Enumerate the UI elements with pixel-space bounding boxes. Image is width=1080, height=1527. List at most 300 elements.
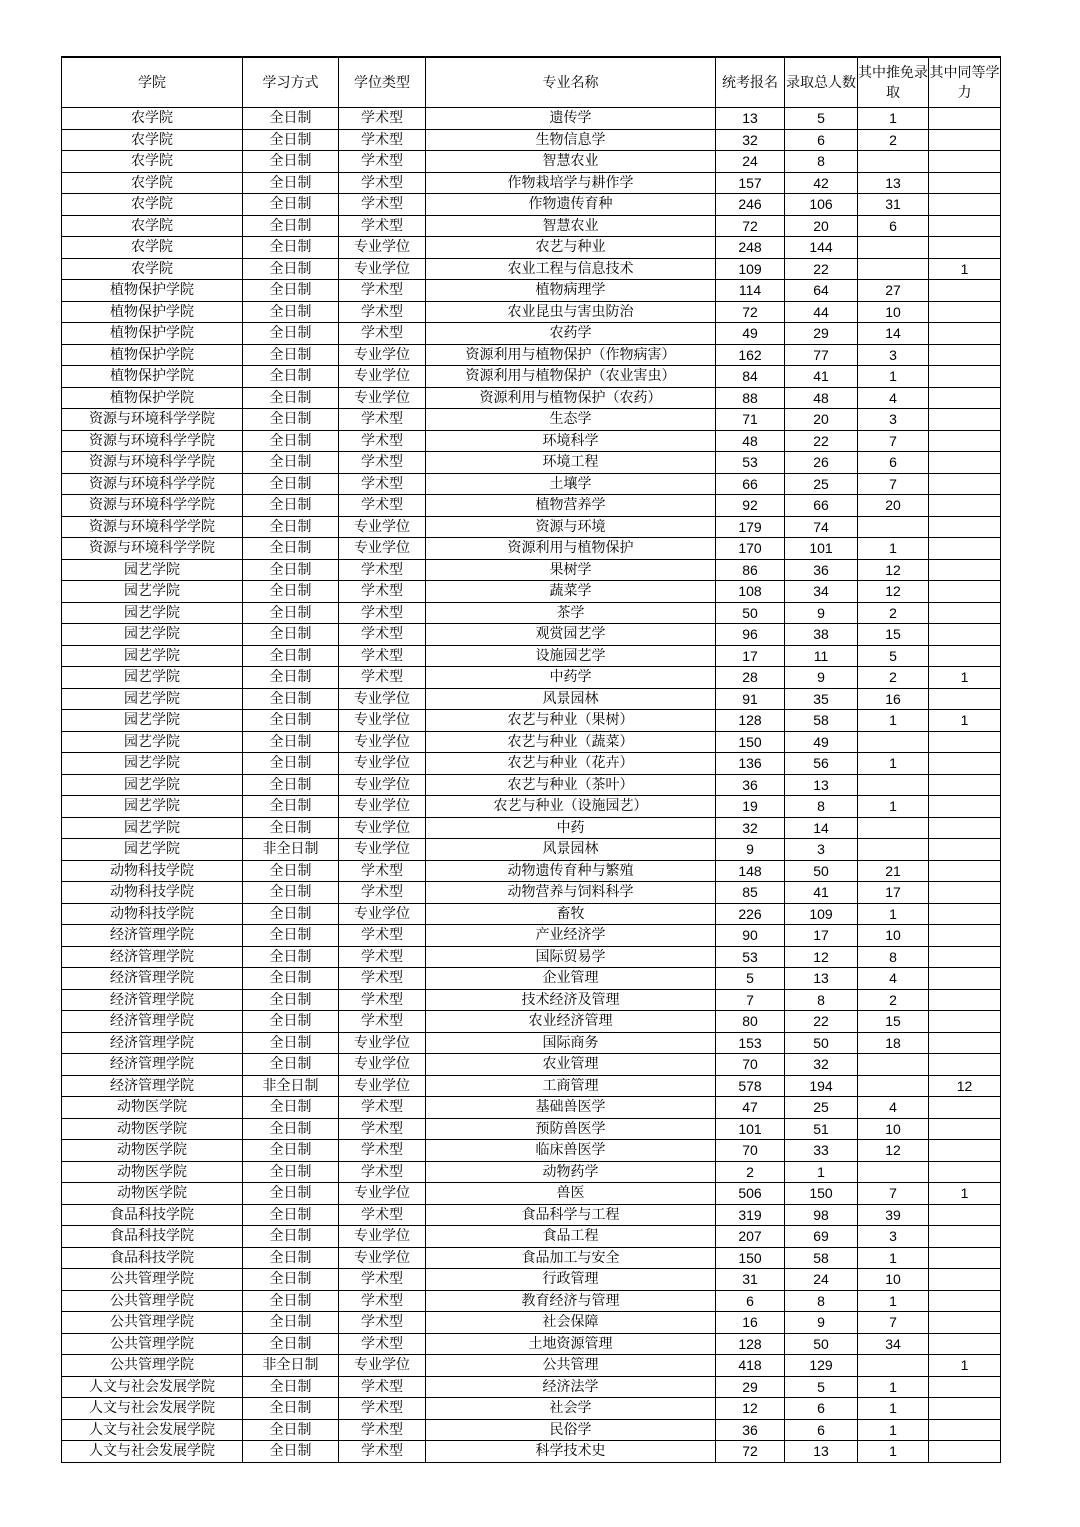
major-name-cell: 农艺与种业（茶叶） (426, 774, 716, 796)
degree-type-cell: 专业学位 (339, 1054, 426, 1076)
table-row (62, 710, 1001, 732)
table-row (62, 1398, 1001, 1420)
equivalent-cell: 12 (929, 1075, 1001, 1097)
study-mode-cell: 全日制 (243, 903, 339, 925)
exam-applicants-cell: 506 (716, 1183, 785, 1205)
study-mode-cell: 全日制 (243, 753, 339, 775)
major-name-cell: 智慧农业 (426, 215, 716, 237)
table-row (62, 1140, 1001, 1162)
recommended-cell: 1 (858, 1376, 929, 1398)
degree-type-cell: 专业学位 (339, 753, 426, 775)
total-admitted-cell: 14 (785, 817, 858, 839)
major-name-cell: 资源利用与植物保护（作物病害） (426, 344, 716, 366)
exam-applicants-cell: 53 (716, 946, 785, 968)
total-admitted-cell: 1 (785, 1161, 858, 1183)
total-admitted-cell: 22 (785, 430, 858, 452)
recommended-cell: 14 (858, 323, 929, 345)
degree-type-cell: 专业学位 (339, 688, 426, 710)
recommended-cell: 4 (858, 968, 929, 990)
study-mode-cell: 全日制 (243, 473, 339, 495)
total-admitted-cell: 5 (785, 108, 858, 130)
study-mode-cell: 全日制 (243, 172, 339, 194)
study-mode-cell: 全日制 (243, 817, 339, 839)
table-row (62, 882, 1001, 904)
college-cell: 动物医学院 (62, 1183, 243, 1205)
degree-type-cell: 学术型 (339, 602, 426, 624)
degree-type-cell: 专业学位 (339, 817, 426, 839)
study-mode-cell: 全日制 (243, 989, 339, 1011)
college-cell: 人文与社会发展学院 (62, 1441, 243, 1463)
equivalent-cell (929, 860, 1001, 882)
exam-applicants-cell: 162 (716, 344, 785, 366)
total-admitted-cell: 17 (785, 925, 858, 947)
degree-type-cell: 学术型 (339, 1312, 426, 1334)
degree-type-cell: 专业学位 (339, 796, 426, 818)
college-cell: 公共管理学院 (62, 1333, 243, 1355)
equivalent-cell (929, 1226, 1001, 1248)
degree-type-cell: 学术型 (339, 473, 426, 495)
total-admitted-cell: 150 (785, 1183, 858, 1205)
degree-type-cell: 专业学位 (339, 237, 426, 259)
major-name-cell: 生态学 (426, 409, 716, 431)
study-mode-cell: 全日制 (243, 925, 339, 947)
total-admitted-cell: 35 (785, 688, 858, 710)
total-admitted-cell: 25 (785, 473, 858, 495)
college-cell: 园艺学院 (62, 774, 243, 796)
total-admitted-cell: 6 (785, 1419, 858, 1441)
equivalent-cell (929, 1054, 1001, 1076)
total-admitted-cell: 8 (785, 989, 858, 1011)
recommended-cell: 12 (858, 581, 929, 603)
equivalent-cell (929, 452, 1001, 474)
major-name-cell: 设施园艺学 (426, 645, 716, 667)
degree-type-cell: 专业学位 (339, 538, 426, 560)
college-cell: 经济管理学院 (62, 1032, 243, 1054)
recommended-cell: 12 (858, 1140, 929, 1162)
equivalent-cell (929, 645, 1001, 667)
major-name-cell: 民俗学 (426, 1419, 716, 1441)
major-name-cell: 临床兽医学 (426, 1140, 716, 1162)
study-mode-cell: 非全日制 (243, 1355, 339, 1377)
total-admitted-cell: 8 (785, 1290, 858, 1312)
equivalent-cell (929, 108, 1001, 130)
study-mode-cell: 全日制 (243, 129, 339, 151)
exam-applicants-cell: 128 (716, 1333, 785, 1355)
total-admitted-cell: 32 (785, 1054, 858, 1076)
total-admitted-cell: 6 (785, 1398, 858, 1420)
major-name-cell: 食品工程 (426, 1226, 716, 1248)
college-cell: 园艺学院 (62, 602, 243, 624)
table-row (62, 1376, 1001, 1398)
study-mode-cell: 全日制 (243, 581, 339, 603)
exam-applicants-cell: 32 (716, 129, 785, 151)
recommended-cell: 1 (858, 903, 929, 925)
recommended-cell (858, 151, 929, 173)
major-name-cell: 果树学 (426, 559, 716, 581)
table-row (62, 581, 1001, 603)
recommended-cell: 34 (858, 1333, 929, 1355)
degree-type-cell: 专业学位 (339, 839, 426, 861)
degree-type-cell: 学术型 (339, 1419, 426, 1441)
total-admitted-cell: 13 (785, 774, 858, 796)
college-cell: 资源与环境科学学院 (62, 516, 243, 538)
equivalent-cell (929, 387, 1001, 409)
table-row (62, 1226, 1001, 1248)
equivalent-cell (929, 731, 1001, 753)
table-row (62, 1419, 1001, 1441)
college-cell: 动物科技学院 (62, 882, 243, 904)
study-mode-cell: 全日制 (243, 1419, 339, 1441)
degree-type-cell: 学术型 (339, 946, 426, 968)
exam-applicants-cell: 108 (716, 581, 785, 603)
table-row (62, 1269, 1001, 1291)
degree-type-cell: 专业学位 (339, 1032, 426, 1054)
table-row (62, 839, 1001, 861)
study-mode-cell: 全日制 (243, 108, 339, 130)
exam-applicants-cell: 28 (716, 667, 785, 689)
study-mode-cell: 全日制 (243, 387, 339, 409)
exam-applicants-cell: 13 (716, 108, 785, 130)
major-name-cell: 畜牧 (426, 903, 716, 925)
equivalent-cell (929, 817, 1001, 839)
recommended-cell: 1 (858, 366, 929, 388)
total-admitted-cell: 24 (785, 1269, 858, 1291)
total-admitted-cell: 50 (785, 860, 858, 882)
exam-applicants-cell: 66 (716, 473, 785, 495)
college-cell: 植物保护学院 (62, 301, 243, 323)
study-mode-cell: 全日制 (243, 624, 339, 646)
exam-applicants-cell: 70 (716, 1054, 785, 1076)
equivalent-cell (929, 968, 1001, 990)
recommended-cell: 15 (858, 624, 929, 646)
exam-applicants-cell: 31 (716, 1269, 785, 1291)
major-name-cell: 农艺与种业（果树） (426, 710, 716, 732)
exam-applicants-cell: 72 (716, 1441, 785, 1463)
major-name-cell: 蔬菜学 (426, 581, 716, 603)
equivalent-cell (929, 366, 1001, 388)
study-mode-cell: 全日制 (243, 1032, 339, 1054)
equivalent-cell (929, 151, 1001, 173)
equivalent-cell (929, 323, 1001, 345)
total-admitted-cell: 51 (785, 1118, 858, 1140)
degree-type-cell: 学术型 (339, 1161, 426, 1183)
equivalent-cell (929, 946, 1001, 968)
degree-type-cell: 学术型 (339, 215, 426, 237)
exam-applicants-cell: 5 (716, 968, 785, 990)
equivalent-cell (929, 172, 1001, 194)
study-mode-cell: 全日制 (243, 774, 339, 796)
degree-type-cell: 学术型 (339, 1011, 426, 1033)
degree-type-cell: 专业学位 (339, 1355, 426, 1377)
college-cell: 经济管理学院 (62, 968, 243, 990)
total-admitted-cell: 8 (785, 796, 858, 818)
table-row (62, 258, 1001, 280)
recommended-cell: 16 (858, 688, 929, 710)
study-mode-cell: 全日制 (243, 495, 339, 517)
exam-applicants-cell: 109 (716, 258, 785, 280)
college-cell: 经济管理学院 (62, 1054, 243, 1076)
study-mode-cell: 全日制 (243, 194, 339, 216)
recommended-cell: 1 (858, 753, 929, 775)
total-admitted-cell: 13 (785, 1441, 858, 1463)
table-row (62, 495, 1001, 517)
degree-type-cell: 学术型 (339, 860, 426, 882)
college-cell: 经济管理学院 (62, 1075, 243, 1097)
exam-applicants-cell: 150 (716, 731, 785, 753)
major-name-cell: 农艺与种业 (426, 237, 716, 259)
study-mode-cell: 全日制 (243, 1226, 339, 1248)
exam-applicants-cell: 96 (716, 624, 785, 646)
college-cell: 园艺学院 (62, 581, 243, 603)
college-cell: 园艺学院 (62, 796, 243, 818)
recommended-cell: 6 (858, 452, 929, 474)
table-row (62, 366, 1001, 388)
total-admitted-cell: 8 (785, 151, 858, 173)
study-mode-cell: 全日制 (243, 151, 339, 173)
degree-type-cell: 专业学位 (339, 366, 426, 388)
study-mode-cell: 全日制 (243, 280, 339, 302)
table-row (62, 1204, 1001, 1226)
total-admitted-cell: 194 (785, 1075, 858, 1097)
table-row (62, 946, 1001, 968)
equivalent-cell (929, 129, 1001, 151)
college-cell: 经济管理学院 (62, 946, 243, 968)
table-row (62, 1312, 1001, 1334)
exam-applicants-cell: 153 (716, 1032, 785, 1054)
study-mode-cell: 全日制 (243, 1398, 339, 1420)
major-name-cell: 食品科学与工程 (426, 1204, 716, 1226)
degree-type-cell: 专业学位 (339, 774, 426, 796)
degree-type-cell: 学术型 (339, 172, 426, 194)
recommended-cell: 1 (858, 1290, 929, 1312)
degree-type-cell: 学术型 (339, 1097, 426, 1119)
college-cell: 资源与环境科学学院 (62, 473, 243, 495)
table-row (62, 1011, 1001, 1033)
college-cell: 农学院 (62, 108, 243, 130)
major-name-cell: 农业工程与信息技术 (426, 258, 716, 280)
degree-type-cell: 学术型 (339, 409, 426, 431)
total-admitted-cell: 29 (785, 323, 858, 345)
table-row (62, 1161, 1001, 1183)
exam-applicants-cell: 86 (716, 559, 785, 581)
college-cell: 园艺学院 (62, 688, 243, 710)
major-name-cell: 工商管理 (426, 1075, 716, 1097)
equivalent-cell (929, 495, 1001, 517)
total-admitted-cell: 5 (785, 1376, 858, 1398)
total-admitted-cell: 20 (785, 215, 858, 237)
college-cell: 植物保护学院 (62, 344, 243, 366)
recommended-cell: 13 (858, 172, 929, 194)
total-admitted-cell: 22 (785, 1011, 858, 1033)
major-name-cell: 农业管理 (426, 1054, 716, 1076)
recommended-cell: 1 (858, 796, 929, 818)
degree-type-cell: 学术型 (339, 495, 426, 517)
table-row (62, 215, 1001, 237)
degree-type-cell: 学术型 (339, 559, 426, 581)
major-name-cell: 兽医 (426, 1183, 716, 1205)
recommended-cell: 2 (858, 602, 929, 624)
exam-applicants-cell: 49 (716, 323, 785, 345)
recommended-cell (858, 774, 929, 796)
college-cell: 资源与环境科学学院 (62, 495, 243, 517)
recommended-cell: 1 (858, 1441, 929, 1463)
degree-type-cell: 专业学位 (339, 903, 426, 925)
study-mode-cell: 全日制 (243, 323, 339, 345)
equivalent-cell (929, 280, 1001, 302)
major-name-cell: 国际贸易学 (426, 946, 716, 968)
recommended-cell: 10 (858, 1118, 929, 1140)
degree-type-cell: 学术型 (339, 430, 426, 452)
equivalent-cell (929, 1161, 1001, 1183)
total-admitted-cell: 42 (785, 172, 858, 194)
equivalent-cell (929, 409, 1001, 431)
recommended-cell: 1 (858, 1419, 929, 1441)
degree-type-cell: 专业学位 (339, 387, 426, 409)
equivalent-cell (929, 602, 1001, 624)
study-mode-cell: 全日制 (243, 430, 339, 452)
table-body (62, 108, 1001, 1463)
degree-type-cell: 专业学位 (339, 516, 426, 538)
exam-applicants-cell: 71 (716, 409, 785, 431)
equivalent-cell: 1 (929, 667, 1001, 689)
table-row (62, 1290, 1001, 1312)
recommended-cell: 10 (858, 1269, 929, 1291)
header-degree-type: 学位类型 (339, 57, 426, 108)
exam-applicants-cell: 207 (716, 1226, 785, 1248)
exam-applicants-cell: 17 (716, 645, 785, 667)
major-name-cell: 遗传学 (426, 108, 716, 130)
total-admitted-cell: 50 (785, 1333, 858, 1355)
degree-type-cell: 学术型 (339, 1376, 426, 1398)
total-admitted-cell: 41 (785, 882, 858, 904)
study-mode-cell: 全日制 (243, 1312, 339, 1334)
equivalent-cell (929, 1269, 1001, 1291)
total-admitted-cell: 44 (785, 301, 858, 323)
degree-type-cell: 学术型 (339, 1290, 426, 1312)
college-cell: 动物医学院 (62, 1140, 243, 1162)
exam-applicants-cell: 9 (716, 839, 785, 861)
major-name-cell: 社会保障 (426, 1312, 716, 1334)
table-row (62, 129, 1001, 151)
equivalent-cell (929, 1247, 1001, 1269)
college-cell: 动物科技学院 (62, 903, 243, 925)
college-cell: 植物保护学院 (62, 280, 243, 302)
total-admitted-cell: 69 (785, 1226, 858, 1248)
exam-applicants-cell: 114 (716, 280, 785, 302)
table-row (62, 1247, 1001, 1269)
major-name-cell: 农艺与种业（设施园艺） (426, 796, 716, 818)
college-cell: 园艺学院 (62, 559, 243, 581)
exam-applicants-cell: 85 (716, 882, 785, 904)
study-mode-cell: 全日制 (243, 968, 339, 990)
recommended-cell (858, 1355, 929, 1377)
total-admitted-cell: 6 (785, 129, 858, 151)
recommended-cell: 1 (858, 538, 929, 560)
college-cell: 人文与社会发展学院 (62, 1376, 243, 1398)
college-cell: 农学院 (62, 151, 243, 173)
equivalent-cell: 1 (929, 1183, 1001, 1205)
table-row (62, 1118, 1001, 1140)
major-name-cell: 农业经济管理 (426, 1011, 716, 1033)
exam-applicants-cell: 47 (716, 1097, 785, 1119)
study-mode-cell: 全日制 (243, 710, 339, 732)
degree-type-cell: 专业学位 (339, 710, 426, 732)
equivalent-cell (929, 1204, 1001, 1226)
exam-applicants-cell: 50 (716, 602, 785, 624)
table-row (62, 903, 1001, 925)
total-admitted-cell: 49 (785, 731, 858, 753)
major-name-cell: 动物药学 (426, 1161, 716, 1183)
exam-applicants-cell: 578 (716, 1075, 785, 1097)
equivalent-cell (929, 753, 1001, 775)
table-row (62, 538, 1001, 560)
total-admitted-cell: 34 (785, 581, 858, 603)
equivalent-cell (929, 473, 1001, 495)
major-name-cell: 预防兽医学 (426, 1118, 716, 1140)
equivalent-cell (929, 839, 1001, 861)
exam-applicants-cell: 80 (716, 1011, 785, 1033)
college-cell: 农学院 (62, 215, 243, 237)
exam-applicants-cell: 72 (716, 215, 785, 237)
table-row (62, 1054, 1001, 1076)
recommended-cell: 2 (858, 129, 929, 151)
study-mode-cell: 全日制 (243, 882, 339, 904)
exam-applicants-cell: 84 (716, 366, 785, 388)
total-admitted-cell: 98 (785, 1204, 858, 1226)
degree-type-cell: 学术型 (339, 1333, 426, 1355)
college-cell: 园艺学院 (62, 731, 243, 753)
total-admitted-cell: 77 (785, 344, 858, 366)
total-admitted-cell: 12 (785, 946, 858, 968)
recommended-cell: 27 (858, 280, 929, 302)
exam-applicants-cell: 24 (716, 151, 785, 173)
table-row (62, 237, 1001, 259)
degree-type-cell: 学术型 (339, 1441, 426, 1463)
degree-type-cell: 学术型 (339, 645, 426, 667)
degree-type-cell: 学术型 (339, 1269, 426, 1291)
recommended-cell: 10 (858, 925, 929, 947)
major-name-cell: 植物病理学 (426, 280, 716, 302)
exam-applicants-cell: 128 (716, 710, 785, 732)
recommended-cell: 39 (858, 1204, 929, 1226)
equivalent-cell (929, 581, 1001, 603)
header-major-name: 专业名称 (426, 57, 716, 108)
college-cell: 资源与环境科学学院 (62, 430, 243, 452)
study-mode-cell: 全日制 (243, 602, 339, 624)
recommended-cell: 21 (858, 860, 929, 882)
college-cell: 经济管理学院 (62, 1011, 243, 1033)
table-row (62, 925, 1001, 947)
recommended-cell: 20 (858, 495, 929, 517)
table-row (62, 452, 1001, 474)
header-total-admitted: 录取总人数 (785, 57, 858, 108)
equivalent-cell (929, 1376, 1001, 1398)
major-name-cell: 土壤学 (426, 473, 716, 495)
equivalent-cell (929, 688, 1001, 710)
study-mode-cell: 全日制 (243, 1204, 339, 1226)
equivalent-cell (929, 1419, 1001, 1441)
study-mode-cell: 全日制 (243, 1097, 339, 1119)
college-cell: 园艺学院 (62, 645, 243, 667)
recommended-cell: 18 (858, 1032, 929, 1054)
study-mode-cell: 全日制 (243, 1118, 339, 1140)
equivalent-cell (929, 903, 1001, 925)
table-row (62, 645, 1001, 667)
table-row (62, 430, 1001, 452)
equivalent-cell (929, 430, 1001, 452)
equivalent-cell (929, 194, 1001, 216)
study-mode-cell: 全日制 (243, 516, 339, 538)
